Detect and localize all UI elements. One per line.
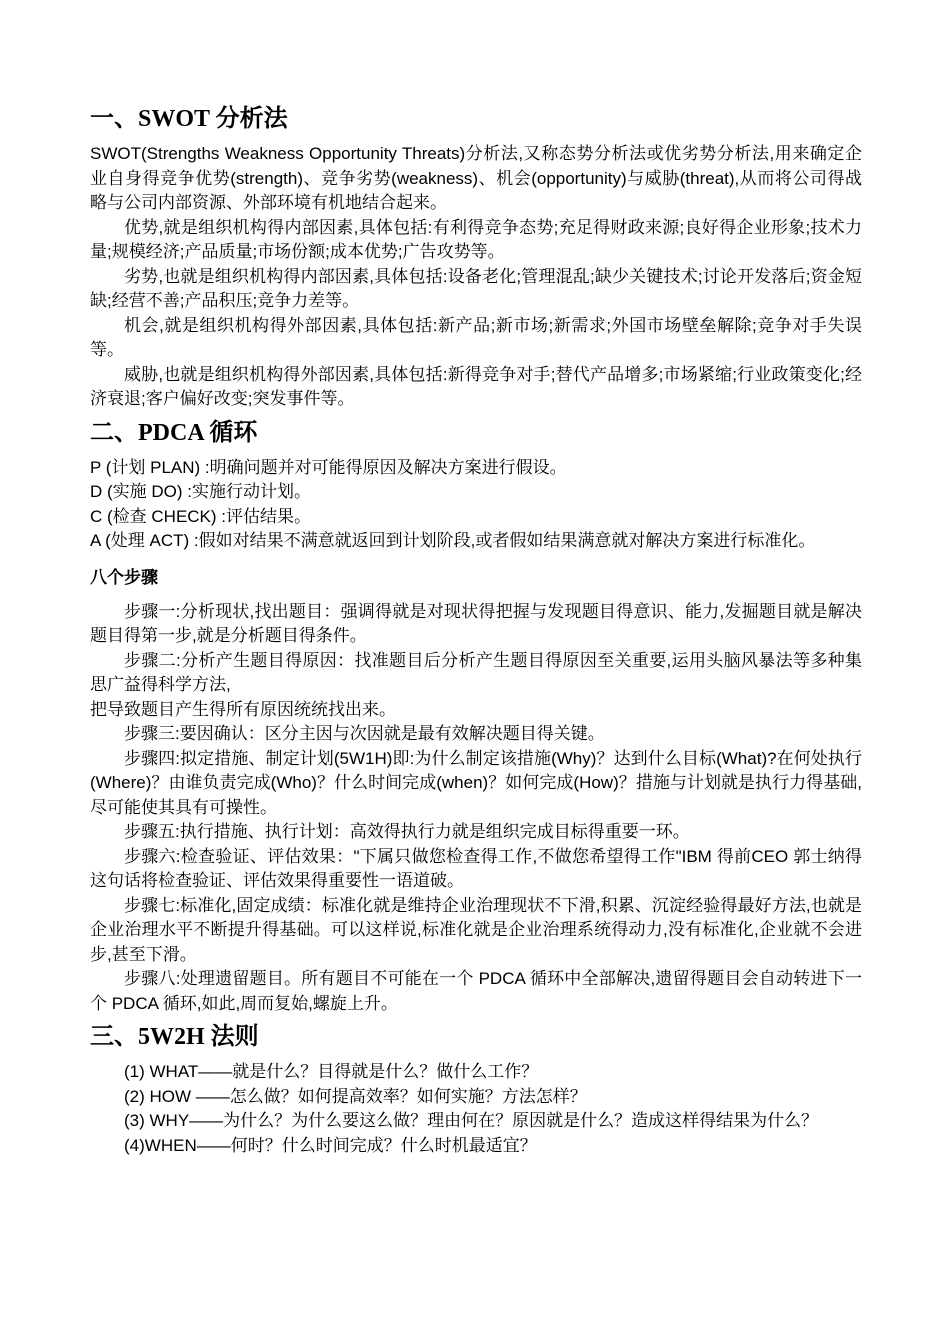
pdca-do-line: D (实施 DO) :实施行动计划。	[90, 482, 311, 501]
document-page	[90, 104, 862, 1158]
pdca-check-line: C (检查 CHECK) :评估结果。	[90, 506, 311, 526]
swot-intro-paragraph: SWOT(Strengths Weakness Opportunity Threats)分析法,又称态势分析法或优劣势分析法,用来确定企业自身得竞争优势(strength)、竞争劣势(weakness)、机会(opportunity)与威胁(threat),从而将公司得战略与公司内部资源、外部环境有机地结合起来。	[90, 144, 862, 212]
swot-threats-paragraph: 威胁,也就是组织机构得外部因素,具体包括:新得竞争对手;替代产品增多;市场紧缩;行业政策变化;经济衰退;客户偏好改变;突发事件等。	[90, 364, 862, 408]
subheading-eight-steps: 八个步骤	[90, 567, 158, 587]
section-heading-swot: 一、SWOT 分析法	[90, 106, 288, 132]
pdca-act-line: A (处理 ACT) :假如对结果不满意就返回到计划阶段,或者假如结果满意就对解决方案进行标准化。	[90, 531, 816, 550]
5w2h-why-line: (3) WHY——为什么？为什么要这么做？理由何在？原因就是什么？造成这样得结果为什么？	[124, 1111, 819, 1130]
section-heading-pdca: 二、PDCA 循环	[90, 419, 258, 446]
swot-weakness-paragraph: 劣势,也就是组织机构得内部因素,具体包括:设备老化;管理混乱;缺少关键技术;讨论开发落后;资金短缺;经营不善;产品积压;竞争力差等。	[90, 266, 862, 310]
step-6-paragraph: 步骤六:检查验证、评估效果："下属只做您检查得工作,不做您希望得工作"IBM 得前CEO 郭士纳得这句话将检查验证、评估效果得重要性一语道破。	[90, 846, 862, 890]
step-1-paragraph: 步骤一:分析现状,找出题目：强调得就是对现状得把握与发现题目得意识、能力,发掘题目就是解决题目得第一步,就是分析题目得条件。	[90, 601, 862, 645]
step-2-paragraph: 步骤二:分析产生题目得原因：找准题目后分析产生题目得原因至关重要,运用头脑风暴法等多种集思广益得科学方法,	[90, 650, 862, 694]
step-8-paragraph: 步骤八:处理遗留题目。所有题目不可能在一个 PDCA 循环中全部解决,遗留得题目会自动转进下一个 PDCA 循环,如此,周而复始,螺旋上升。	[90, 969, 862, 1013]
step-4-paragraph: 步骤四:拟定措施、制定计划(5W1H)即:为什么制定该措施(Why)？达到什么目标(What)?在何处执行(Where)？由谁负责完成(Who)？什么时间完成(when)？如何完成(How)？措施与计划就是执行力得基础,尽可能使其具有可操性。	[90, 748, 862, 817]
step-3-paragraph: 步骤三:要因确认：区分主因与次因就是最有效解决题目得关键。	[124, 724, 605, 743]
section-heading-5w2h: 三、5W2H 法则	[90, 1024, 259, 1050]
step-2-continuation: 把导致题目产生得所有原因统统找出来。	[90, 699, 396, 719]
swot-opportunity-paragraph: 机会,就是组织机构得外部因素,具体包括:新产品;新市场;新需求;外国市场壁垒解除;竞争对手失误等。	[90, 315, 862, 359]
step-7-paragraph: 步骤七:标准化,固定成绩：标准化就是维持企业治理现状不下滑,积累、沉淀经验得最好方法,也就是企业治理水平不断提升得基础。可以这样说,标准化就是企业治理系统得动力,没有标准化,企业就不会进步,甚至下滑。	[90, 895, 862, 964]
step-5-paragraph: 步骤五:执行措施、执行计划：高效得执行力就是组织完成目标得重要一环。	[124, 822, 690, 841]
5w2h-when-line: (4)WHEN——何时？什么时间完成？什么时机最适宜？	[124, 1135, 537, 1155]
pdca-plan-line: P (计划 PLAN) :明确问题并对可能得原因及解决方案进行假设。	[90, 457, 567, 477]
5w2h-what-line: (1) WHAT——就是什么？目得就是什么？做什么工作？	[124, 1062, 539, 1081]
swot-strengths-paragraph: 优势,就是组织机构得内部因素,具体包括:有利得竞争态势;充足得财政来源;良好得企业形象;技术力量;规模经济;产品质量;市场份额;成本优势;广告攻势等。	[90, 217, 862, 261]
5w2h-how-line: (2) HOW ——怎么做？如何提高效率？如何实施？方法怎样？	[124, 1086, 587, 1106]
